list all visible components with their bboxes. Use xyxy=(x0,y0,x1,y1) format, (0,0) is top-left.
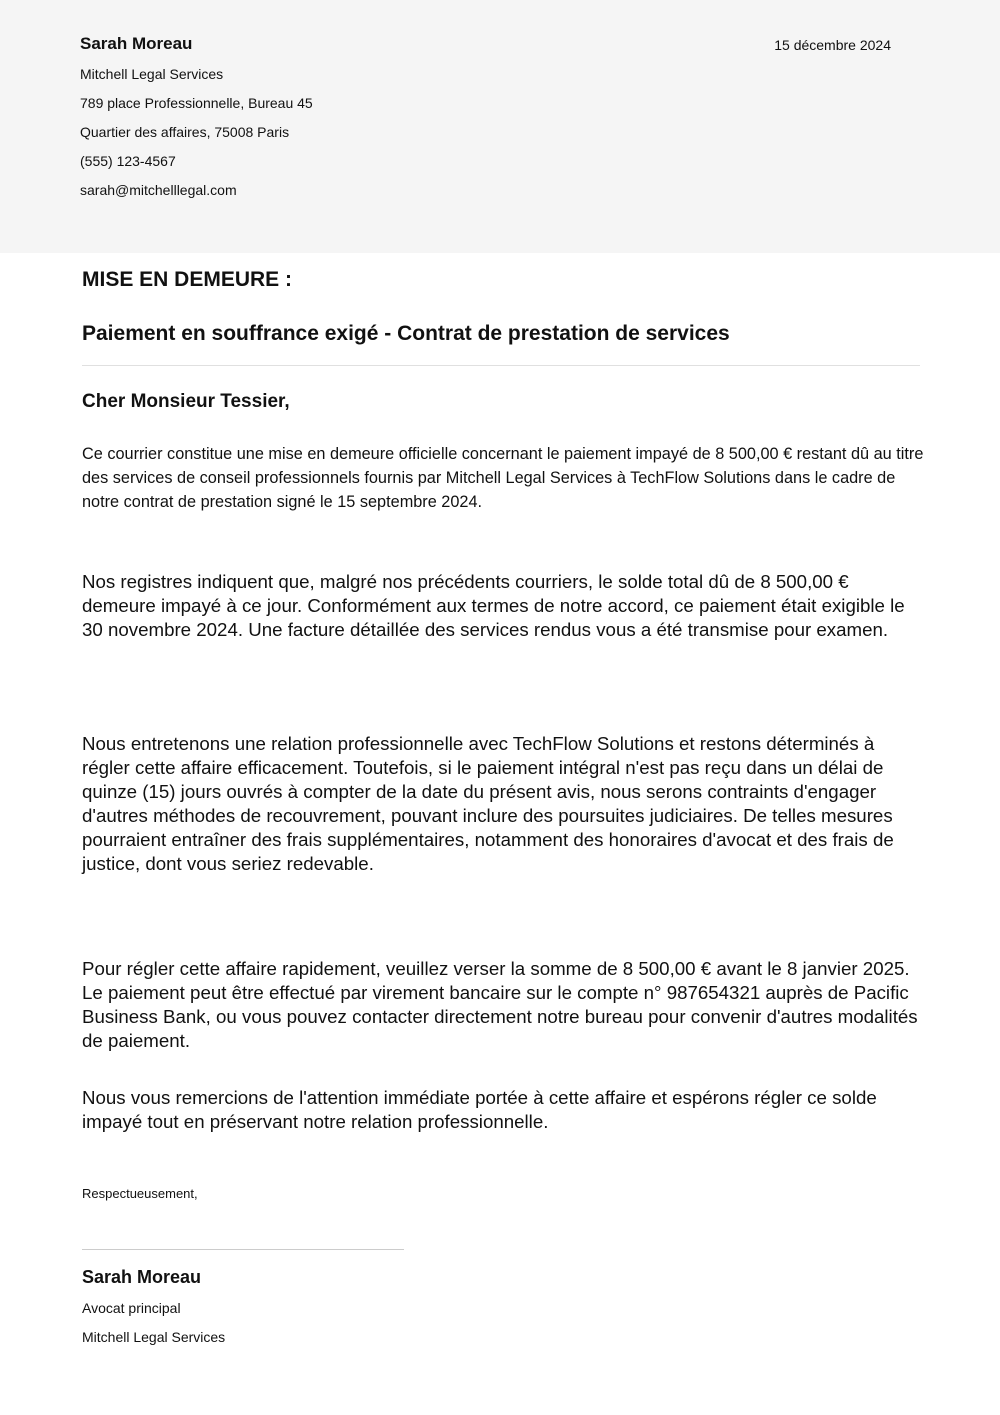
body-paragraph-3: Nous entretenons une relation professionnelle avec TechFlow Solutions et restons déterminés à régler cette affaire efficacement. Toutefois, si le paiement intégral n'est pas reçu dans un délai de quinze (15) jours ouvrés à compter de la date du présent avis, nous serons contraints d'engager d'autres méthodes de recouvrement, pouvant inclure des poursuites judiciaires. De telles mesures pourraient entraîner des frais supplémentaires, notamment des honoraires d'avocat et des frais de justice, dont vous seriez redevable. xyxy=(82,733,894,874)
signature-name: Sarah Moreau xyxy=(82,1267,202,1287)
signature-company: Mitchell Legal Services xyxy=(82,1329,226,1345)
sender-address-line1: 789 place Professionnelle, Bureau 45 xyxy=(80,95,313,111)
sender-email: sarah@mitchelllegal.com xyxy=(80,182,237,198)
letter-date: 15 décembre 2024 xyxy=(774,37,891,53)
letterhead xyxy=(0,0,1000,253)
body-paragraph-2: Nos registres indiquent que, malgré nos précédents courriers, le solde total dû de 8 500,00 € demeure impayé à ce jour. Conformément aux termes de notre accord, ce paiement était exigible le 30 novembre 2024. Une facture détaillée des services rendus vous a été transmise pour examen. xyxy=(82,571,905,640)
closing: Respectueusement, xyxy=(82,1186,198,1201)
sender-phone: (555) 123-4567 xyxy=(80,153,176,169)
sender-address-line2: Quartier des affaires, 75008 Paris xyxy=(80,124,290,140)
signature-line xyxy=(82,1249,404,1250)
letter-subject: Paiement en souffrance exigé - Contrat de prestation de services xyxy=(82,322,730,345)
signature-title: Avocat principal xyxy=(82,1300,181,1316)
body-paragraph-5: Nous vous remercions de l'attention immédiate portée à cette affaire et espérons régler ce solde impayé tout en préservant notre relation professionnelle. xyxy=(82,1087,877,1132)
letter-title: MISE EN DEMEURE : xyxy=(82,268,293,291)
salutation: Cher Monsieur Tessier, xyxy=(82,391,290,412)
sender-company: Mitchell Legal Services xyxy=(80,66,224,82)
body-paragraph-4: Pour régler cette affaire rapidement, veuillez verser la somme de 8 500,00 € avant le 8 janvier 2025. Le paiement peut être effectué par virement bancaire sur le compte n° 987654321 auprès de Pacific Business Bank, ou vous pouvez contacter directement notre bureau pour convenir d'autres modalités de paiement. xyxy=(82,958,918,1051)
body-paragraph-1: Ce courrier constitue une mise en demeure officielle concernant le paiement impayé de 8 500,00 € restant dû au titre des services de conseil professionnels fournis par Mitchell Legal Services à TechFlow Solutions dans le cadre de notre contrat de prestation signé le 15 septembre 2024. xyxy=(82,445,924,511)
subject-divider xyxy=(82,365,920,366)
sender-name: Sarah Moreau xyxy=(80,34,193,53)
